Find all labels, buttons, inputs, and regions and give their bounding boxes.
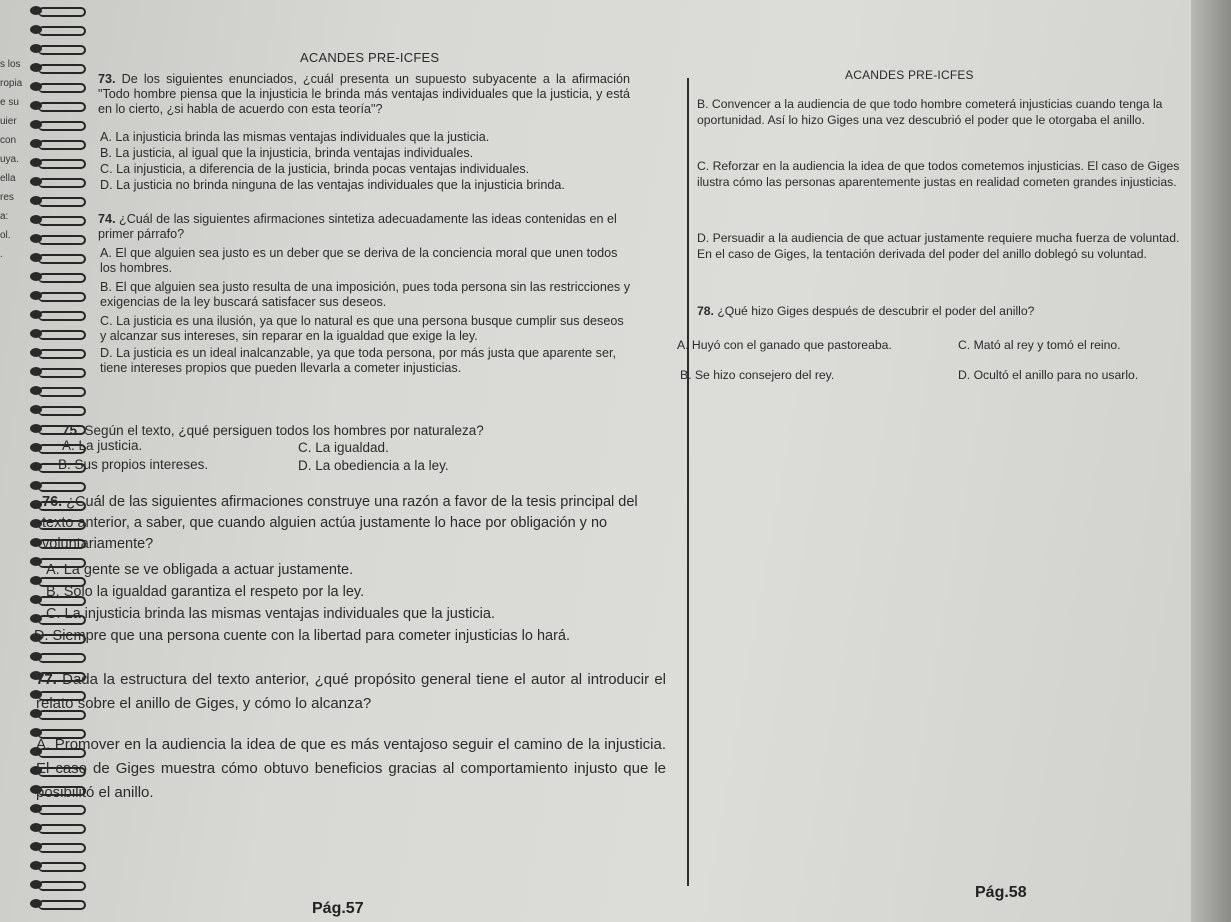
cut-word: res	[0, 192, 14, 203]
binding-ring	[30, 251, 86, 263]
binding-ring	[30, 479, 86, 491]
q78-option-a: A. Huyó con el ganado que pastoreaba.	[677, 338, 892, 352]
q75-option-b: B. Sus propios intereses.	[58, 457, 209, 472]
q75-option-d: D. La obediencia a la ley.	[298, 458, 449, 473]
header-left: ACANDES PRE-ICFES	[300, 50, 440, 65]
question-number: 73.	[98, 72, 116, 86]
binding-ring	[30, 840, 86, 852]
q77-option-d: D. Persuadir a la audiencia de que actuar justamente requiere mucha fuerza de voluntad. En el caso de Giges, la tentación derivada del poder del anillo doblegó su voluntad.	[697, 231, 1180, 261]
binding-ring	[30, 213, 86, 225]
cut-word: con	[0, 135, 17, 146]
q76-option-d: D. Siempre que una persona cuente con la libertad para cometer injusticias lo hará.	[34, 628, 570, 644]
binding-ring	[30, 232, 86, 244]
binding-ring	[30, 365, 86, 377]
cut-word: e su	[0, 97, 19, 108]
binding-ring	[30, 23, 86, 35]
binding-ring	[30, 175, 86, 187]
q76-option-a: A. La gente se ve obligada a actuar justamente.	[46, 562, 354, 578]
question-stem: Según el texto, ¿qué persiguen todos los hombres por naturaleza?	[84, 423, 484, 438]
cut-word: .	[0, 249, 3, 260]
binding-ring	[30, 156, 86, 168]
q74-option-d: D. La justicia es un ideal inalcanzable, ya que toda persona, por más justa que aparente ser, tiene intereses propios que pueden llevarla a cometer injusticias.	[100, 346, 616, 375]
q75-option-a: A. La justicia.	[62, 438, 143, 453]
question-stem: De los siguientes enunciados, ¿cuál presenta un supuesto subyacente a la afirmación "Todo hombre piensa que la injusticia le brinda más ventajas individuales que la justicia, y está en lo cierto, ¿si habla de acuerdo con esta teoría"?	[98, 72, 630, 116]
binding-ring	[30, 897, 86, 909]
q77-option-a: A. Promover en la audiencia la idea de que es más ventajoso seguir el camino de la injusticia. El caso de Giges muestra cómo obtuvo beneficios gracias al comportamiento injusto que le posibilitó el anillo.	[36, 736, 666, 801]
question-number: 76.	[42, 494, 63, 510]
cut-word: uya.	[0, 154, 19, 165]
question-78	[697, 304, 1187, 319]
binding-ring	[30, 346, 86, 358]
binding-ring	[30, 650, 86, 662]
question-75	[62, 420, 662, 441]
question-stem: Dada la estructura del texto anterior, ¿qué propósito general tiene el autor al introducir el relato sobre el anillo de Giges, y cómo lo alcanza?	[36, 671, 666, 712]
cut-word: uier	[0, 116, 17, 127]
q74-option-c: C. La justicia es una ilusión, ya que lo natural es que una persona busque cumplir sus deseos y alcanzar sus intereses, sin reparar en la igualdad que exige la ley.	[100, 314, 624, 343]
q74-option-a: A. El que alguien sea justo es un deber que se deriva de la conciencia moral que unen todos los hombres.	[100, 246, 618, 275]
q73-option-b: B. La justicia, al igual que la injusticia, brinda ventajas individuales.	[100, 146, 474, 160]
q77-option-c: C. Reforzar en la audiencia la idea de que todos cometemos injusticias. El caso de Giges ilustra cómo las personas aparentemente justas en realidad cometen grandes injusticias.	[697, 159, 1180, 189]
binding-ring	[30, 137, 86, 149]
cut-off-previous-page	[0, 55, 34, 295]
question-stem: ¿Qué hizo Giges después de descubrir el poder del anillo?	[717, 304, 1035, 318]
question-74	[98, 212, 630, 242]
q78-option-b: B. Se hizo consejero del rey.	[680, 368, 835, 382]
question-stem: ¿Cuál de las siguientes afirmaciones sintetiza adecuadamente las ideas contenidas en el primer párrafo?	[98, 212, 617, 241]
column-divider	[687, 78, 689, 886]
question-number: 75.	[62, 423, 81, 438]
binding-ring	[30, 859, 86, 871]
binding-ring	[30, 4, 86, 16]
q78-option-d: D. Ocultó el anillo para no usarlo.	[958, 368, 1139, 382]
question-77	[36, 668, 666, 716]
binding-ring	[30, 118, 86, 130]
binding-ring	[30, 308, 86, 320]
binding-ring	[30, 99, 86, 111]
q73-option-c: C. La injusticia, a diferencia de la justicia, brinda pocas ventajas individuales.	[100, 162, 530, 176]
question-number: 77.	[36, 671, 57, 688]
binding-ring	[30, 878, 86, 890]
page-number-right: Pág.58	[975, 884, 1027, 901]
q73-option-a: A. La injusticia brinda las mismas ventajas individuales que la justicia.	[100, 130, 490, 144]
cut-word: ropia	[0, 78, 23, 89]
binding-ring	[30, 327, 86, 339]
binding-ring	[30, 403, 86, 415]
binding-ring	[30, 194, 86, 206]
q76-option-b: B. Solo la igualdad garantiza el respeto por la ley.	[46, 584, 365, 600]
question-76	[42, 492, 662, 555]
cut-word: ol.	[0, 230, 11, 241]
q74-option-b: B. El que alguien sea justo resulta de una imposición, pues toda persona sin las restricciones y exigencias de la ley buscará satisfacer sus deseos.	[100, 280, 630, 309]
cut-word: a:	[0, 211, 9, 222]
cut-word: s los	[0, 59, 21, 70]
question-73	[98, 72, 630, 117]
q76-option-c: C. La injusticia brinda las mismas ventajas individuales que la justicia.	[46, 606, 495, 622]
question-number: 78.	[697, 304, 714, 318]
question-stem: ¿Cuál de las siguientes afirmaciones construye una razón a favor de la tesis principal del texto anterior, a saber, que cuando alguien actúa justamente lo hace por obligación y no voluntariamente?	[42, 494, 638, 552]
next-page-edge	[1191, 0, 1231, 922]
cut-word: ella	[0, 173, 16, 184]
binding-ring	[30, 821, 86, 833]
q75-option-c: C. La igualdad.	[298, 440, 389, 455]
binding-ring	[30, 270, 86, 282]
binding-ring	[30, 289, 86, 301]
question-number: 74.	[98, 212, 116, 226]
binding-ring	[30, 80, 86, 92]
q77-option-b: B. Convencer a la audiencia de que todo hombre cometerá injusticias cuando tenga la oportunidad. Así lo hizo Giges una vez descubrió el poder que le otorgaba el anillo.	[697, 97, 1163, 127]
binding-ring	[30, 384, 86, 396]
q78-option-c: C. Mató al rey y tomó el reino.	[958, 338, 1121, 352]
q73-option-d: D. La justicia no brinda ninguna de las ventajas individuales que la injusticia brinda.	[100, 178, 565, 192]
binding-ring	[30, 42, 86, 54]
page-number-left: Pág.57	[312, 900, 364, 917]
header-right: ACANDES PRE-ICFES	[845, 68, 974, 82]
binding-ring	[30, 61, 86, 73]
